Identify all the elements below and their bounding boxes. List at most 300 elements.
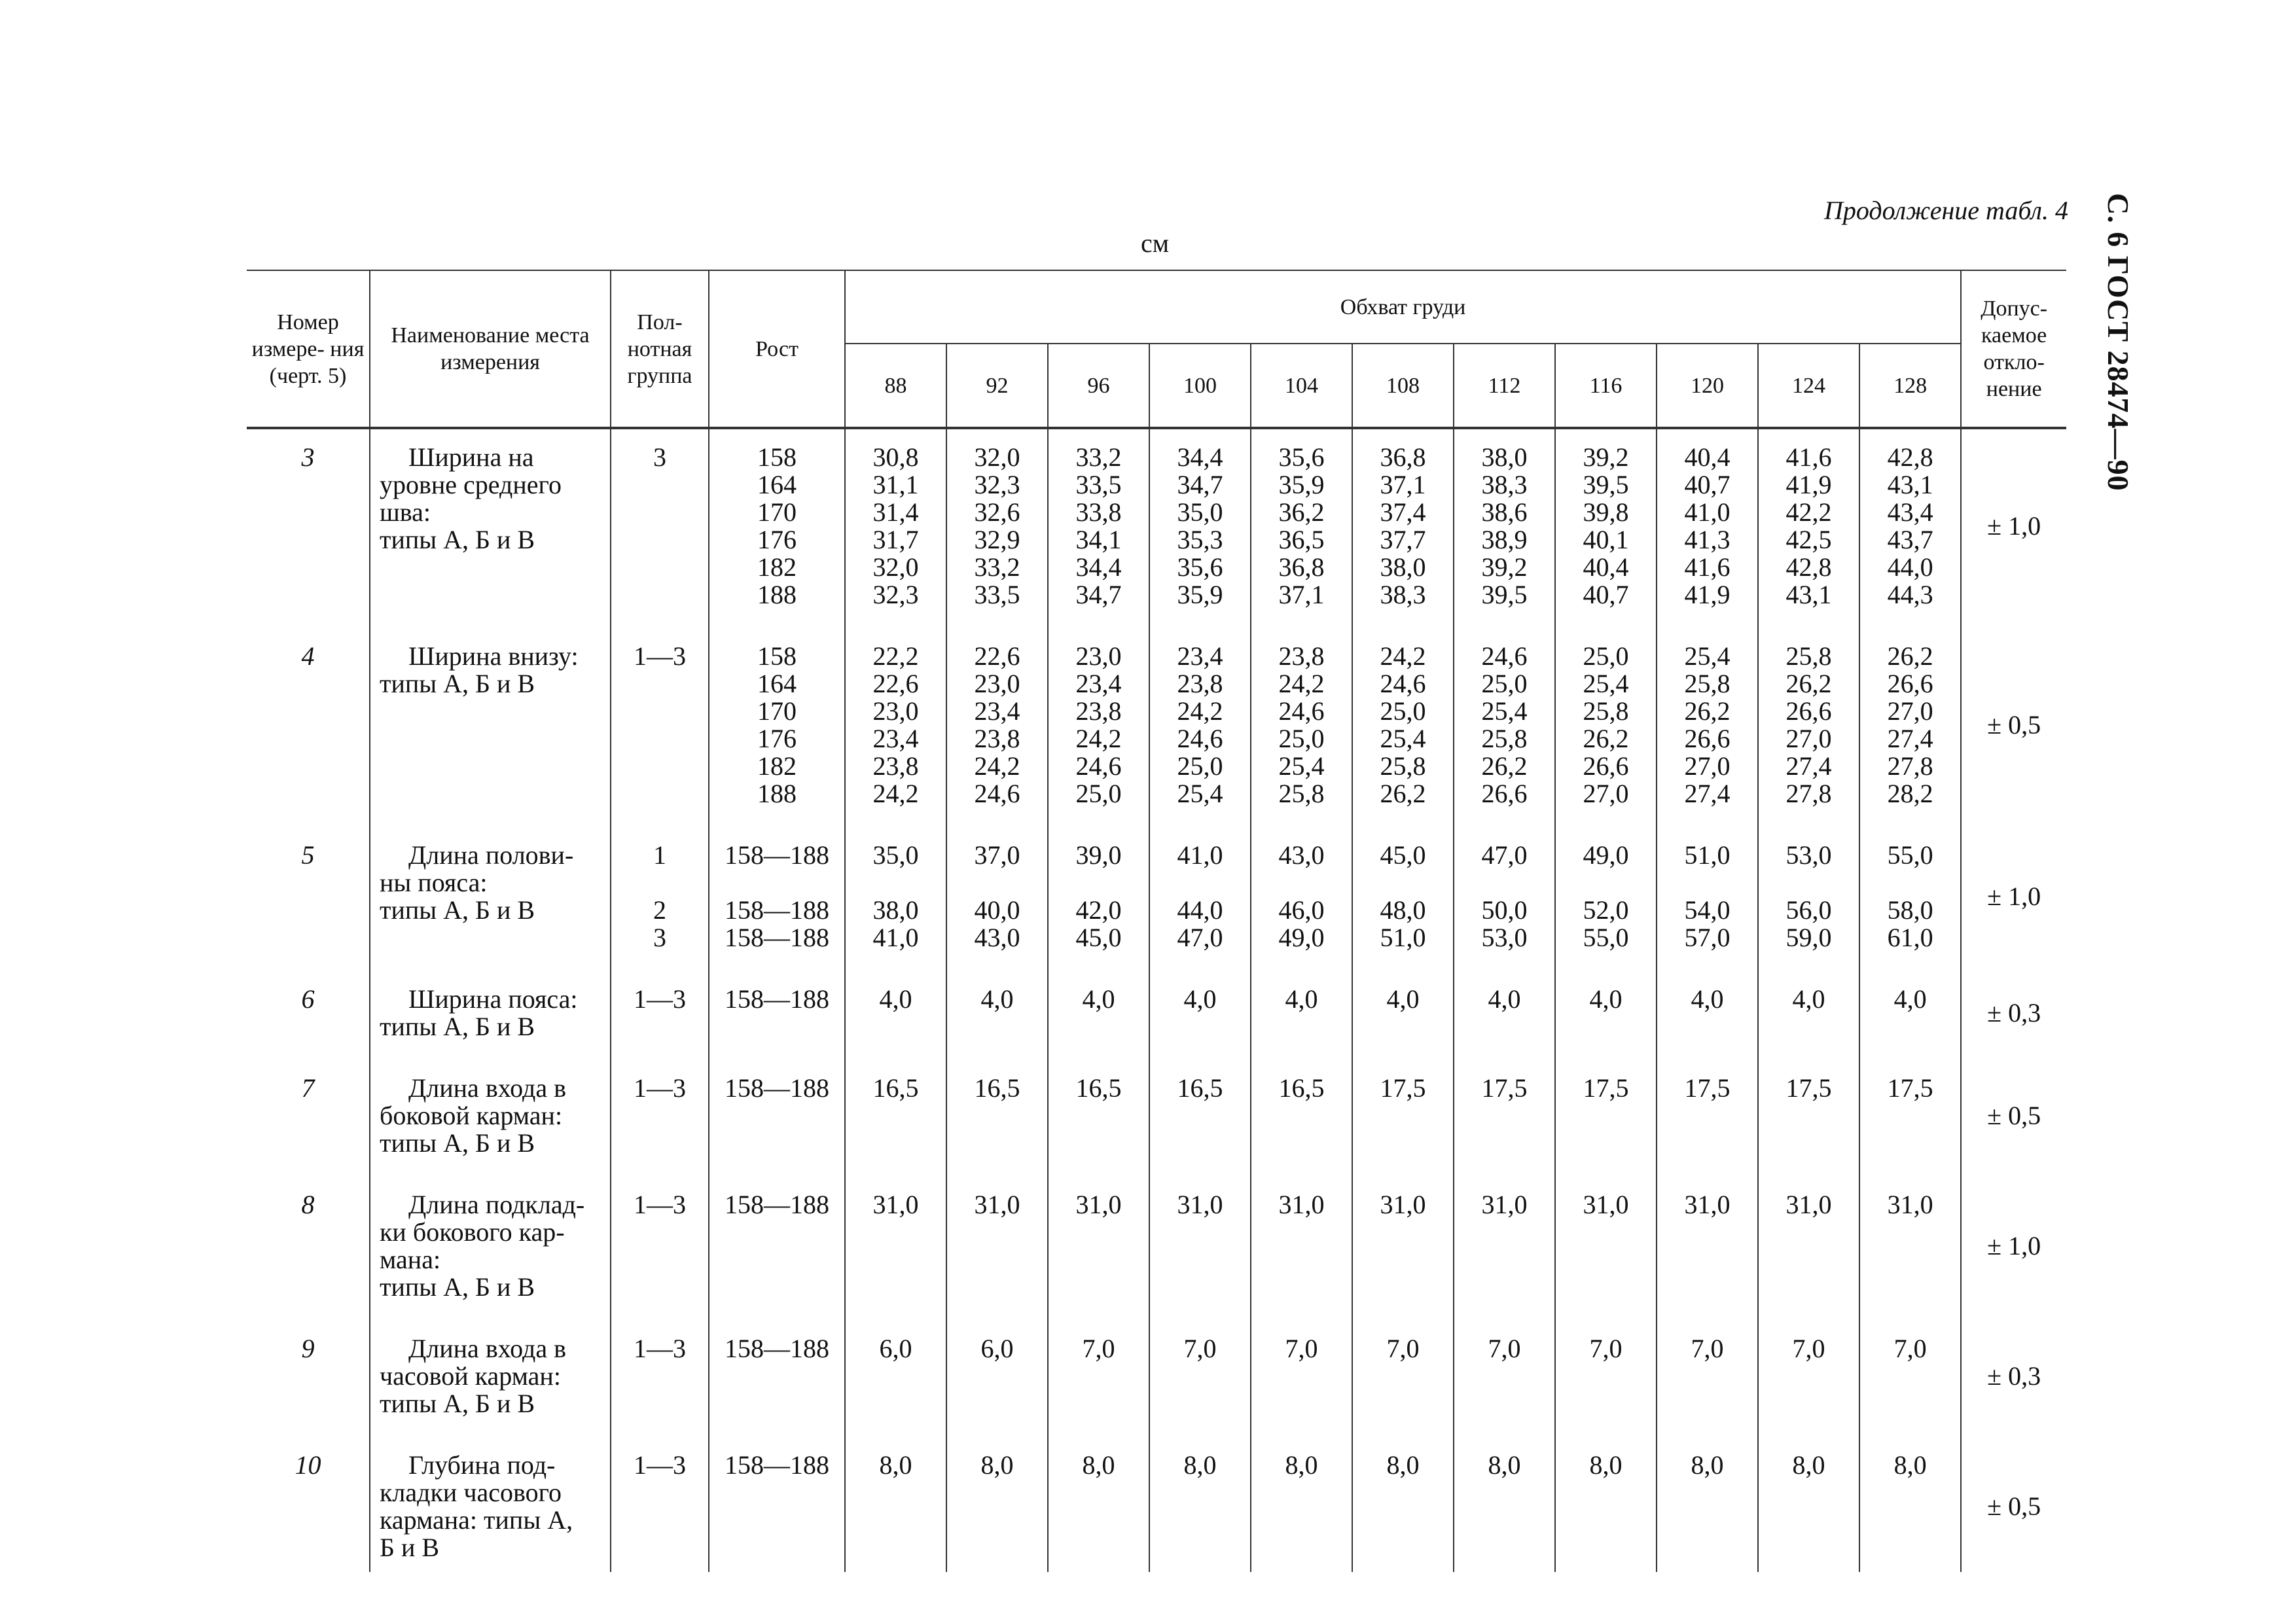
girth-value-cell bbox=[946, 619, 1048, 818]
cell-line: 158—188 bbox=[725, 895, 829, 925]
cell-line: 31,0 bbox=[1075, 1190, 1122, 1219]
girth-value-cell bbox=[1859, 1311, 1961, 1428]
cell-line: 31,4 bbox=[872, 497, 919, 527]
cell-line: 1 bbox=[653, 840, 666, 870]
girth-value-cell bbox=[1251, 1311, 1352, 1428]
cell-line: 24,2 bbox=[1075, 724, 1122, 753]
cell-line: 31,0 bbox=[872, 1190, 919, 1219]
girth-value-cell bbox=[1251, 962, 1352, 1051]
girth-value-cell bbox=[1454, 1311, 1555, 1428]
tolerance: ± 1,0 bbox=[1961, 818, 2066, 962]
girth-value-cell bbox=[1657, 1311, 1758, 1428]
cell-line: 23,8 bbox=[1075, 696, 1122, 726]
measurement-place bbox=[370, 962, 611, 1051]
cell-line: 8,0 bbox=[980, 1450, 1014, 1480]
cell-line: 4,0 bbox=[1792, 984, 1825, 1014]
cell-line: 39,0 bbox=[1075, 840, 1122, 870]
girth-value-cell bbox=[1048, 1311, 1149, 1428]
header-chest-girth: Обхват груди bbox=[845, 270, 1961, 344]
cell-line: 170 bbox=[757, 497, 797, 527]
cell-line: 38,0 bbox=[1380, 552, 1426, 582]
cell-line: 8,0 bbox=[1386, 1450, 1420, 1480]
girth-value-cell bbox=[845, 428, 946, 619]
cell-line: 16,5 bbox=[1278, 1073, 1325, 1103]
tolerance: ± 0,5 bbox=[1961, 1051, 2066, 1168]
cell-line: 39,2 bbox=[1583, 442, 1629, 472]
girth-value-cell bbox=[1758, 1311, 1859, 1428]
table-row bbox=[247, 1051, 2066, 1168]
cell-line: 31,0 bbox=[1684, 1190, 1731, 1219]
cell-line: 32,6 bbox=[974, 497, 1020, 527]
cell-line: 27,0 bbox=[1887, 696, 1933, 726]
height bbox=[709, 818, 845, 962]
cell-line: 43,7 bbox=[1887, 525, 1933, 554]
spacer bbox=[1154, 869, 1246, 897]
cell-line: 25,8 bbox=[1583, 696, 1629, 726]
cell-line: 26,6 bbox=[1583, 751, 1629, 781]
tolerance: ± 1,0 bbox=[1961, 1168, 2066, 1311]
measurement-place-line: типы А, Б и В bbox=[380, 669, 535, 698]
measurement-place-line: типы А, Б и В bbox=[380, 1012, 535, 1041]
cell-line: 24,2 bbox=[1177, 696, 1223, 726]
cell-line: 34,1 bbox=[1075, 525, 1122, 554]
girth-value-cell bbox=[845, 1428, 946, 1572]
cell-line: 23,8 bbox=[1278, 641, 1325, 671]
cell-line: 17,5 bbox=[1380, 1073, 1426, 1103]
cell-line: 55,0 bbox=[1583, 923, 1629, 952]
cell-line: 27,4 bbox=[1684, 779, 1731, 808]
girth-value-cell bbox=[1352, 1168, 1454, 1311]
cell-line: 24,2 bbox=[1380, 641, 1426, 671]
cell-line: 40,7 bbox=[1583, 580, 1629, 609]
cell-line: 158—188 bbox=[725, 1190, 829, 1219]
girth-value-cell bbox=[845, 1168, 946, 1311]
cell-line: 43,1 bbox=[1785, 580, 1832, 609]
measurement-place-line: боковой карман: bbox=[380, 1101, 563, 1130]
measurement-place bbox=[370, 1051, 611, 1168]
measurement-place-line: типы А, Б и В bbox=[380, 1272, 535, 1302]
cell-line: 1—3 bbox=[634, 1190, 686, 1219]
measurement-place-line: Ширина внизу: bbox=[408, 641, 579, 671]
girth-value-cell bbox=[1454, 962, 1555, 1051]
cell-line: 39,2 bbox=[1481, 552, 1528, 582]
table-row bbox=[247, 1311, 2066, 1428]
cell-line: 26,6 bbox=[1481, 779, 1528, 808]
girth-value-cell bbox=[1555, 962, 1657, 1051]
unit-label: см bbox=[1141, 228, 1170, 258]
cell-line: 40,7 bbox=[1684, 470, 1731, 499]
girth-value-cell bbox=[1657, 1428, 1758, 1572]
cell-line: 42,0 bbox=[1075, 895, 1122, 925]
cell-line: 182 bbox=[757, 751, 797, 781]
measurement-number: 8 bbox=[301, 1190, 315, 1219]
girth-value-cell bbox=[1048, 1428, 1149, 1572]
girth-value-cell bbox=[1859, 1428, 1961, 1572]
cell-line: 43,1 bbox=[1887, 470, 1933, 499]
girth-value-cell bbox=[845, 818, 946, 962]
girth-value-cell bbox=[1555, 428, 1657, 619]
cell-line: 25,4 bbox=[1278, 751, 1325, 781]
measurement-place-line: типы А, Б и В bbox=[380, 525, 535, 554]
cell-line: 6,0 bbox=[879, 1334, 912, 1363]
girth-value-cell bbox=[946, 1428, 1048, 1572]
cell-line: 45,0 bbox=[1075, 923, 1122, 952]
cell-line: 4,0 bbox=[1183, 984, 1217, 1014]
cell-line: 170 bbox=[757, 696, 797, 726]
spacer bbox=[1458, 869, 1551, 897]
girth-value-cell bbox=[946, 1311, 1048, 1428]
cell-line: 27,8 bbox=[1887, 751, 1933, 781]
measurement-number: 9 bbox=[301, 1334, 315, 1363]
girth-value-cell bbox=[1555, 1311, 1657, 1428]
cell-line: 34,7 bbox=[1075, 580, 1122, 609]
cell-line: 24,6 bbox=[974, 779, 1020, 808]
cell-line: 164 bbox=[757, 669, 797, 698]
cell-line: 42,8 bbox=[1887, 442, 1933, 472]
cell-line: 6,0 bbox=[980, 1334, 1014, 1363]
cell-line: 23,4 bbox=[872, 724, 919, 753]
cell-line: 8,0 bbox=[1792, 1450, 1825, 1480]
cell-line: 53,0 bbox=[1785, 840, 1832, 870]
cell-line: 16,5 bbox=[974, 1073, 1020, 1103]
cell-line: 26,6 bbox=[1684, 724, 1731, 753]
girth-value-cell bbox=[1454, 818, 1555, 962]
header-height: Рост bbox=[709, 270, 845, 428]
cell-line: 28,2 bbox=[1887, 779, 1933, 808]
cell-line: 49,0 bbox=[1278, 923, 1325, 952]
cell-line: 24,6 bbox=[1177, 724, 1223, 753]
girth-value-cell bbox=[1352, 1051, 1454, 1168]
girth-value-cell bbox=[1149, 818, 1251, 962]
cell-line: 7,0 bbox=[1082, 1334, 1115, 1363]
cell-line: 37,7 bbox=[1380, 525, 1426, 554]
cell-line: 40,4 bbox=[1583, 552, 1629, 582]
cell-line: 26,2 bbox=[1887, 641, 1933, 671]
height bbox=[709, 962, 845, 1051]
cell-line: 26,6 bbox=[1887, 669, 1933, 698]
girth-value-cell bbox=[1555, 1051, 1657, 1168]
cell-line: 41,6 bbox=[1684, 552, 1731, 582]
cell-line: 37,1 bbox=[1278, 580, 1325, 609]
cell-line: 32,3 bbox=[974, 470, 1020, 499]
girth-value-cell bbox=[845, 1311, 946, 1428]
cell-line: 31,0 bbox=[1177, 1190, 1223, 1219]
girth-value-cell bbox=[1149, 1428, 1251, 1572]
fullness-group bbox=[611, 962, 709, 1051]
fullness-group bbox=[611, 1428, 709, 1572]
cell-line: 32,3 bbox=[872, 580, 919, 609]
cell-line: 35,6 bbox=[1278, 442, 1325, 472]
measurement-place-line: Ширина пояса: bbox=[408, 984, 578, 1014]
girth-value-cell bbox=[1149, 1311, 1251, 1428]
cell-line: 4,0 bbox=[1893, 984, 1927, 1014]
cell-line: 4,0 bbox=[1082, 984, 1115, 1014]
header-girth-value: 88 bbox=[845, 344, 946, 428]
girth-value-cell bbox=[1555, 1428, 1657, 1572]
girth-value-cell bbox=[1758, 962, 1859, 1051]
measurement-number: 7 bbox=[301, 1073, 315, 1103]
cell-line: 44,3 bbox=[1887, 580, 1933, 609]
cell-line: 25,4 bbox=[1177, 779, 1223, 808]
fullness-group bbox=[611, 1311, 709, 1428]
girth-value-cell bbox=[946, 962, 1048, 1051]
cell-line: 16,5 bbox=[1177, 1073, 1223, 1103]
measurement-place-line: Б и В bbox=[380, 1533, 440, 1562]
girth-value-cell bbox=[1859, 428, 1961, 619]
girth-value-cell bbox=[1454, 428, 1555, 619]
cell-line: 158—188 bbox=[725, 1073, 829, 1103]
cell-line: 31,0 bbox=[1887, 1190, 1933, 1219]
header-girth-value: 92 bbox=[946, 344, 1048, 428]
cell-line: 16,5 bbox=[1075, 1073, 1122, 1103]
cell-line: 36,8 bbox=[1380, 442, 1426, 472]
table-row bbox=[247, 428, 2066, 619]
cell-line: 45,0 bbox=[1380, 840, 1426, 870]
cell-line: 30,8 bbox=[872, 442, 919, 472]
spacer bbox=[1864, 869, 1956, 897]
cell-line: 36,5 bbox=[1278, 525, 1325, 554]
girth-value-cell bbox=[845, 619, 946, 818]
measurement-place-line: Длина входа в bbox=[408, 1334, 567, 1363]
cell-line: 7,0 bbox=[1183, 1334, 1217, 1363]
cell-line: 17,5 bbox=[1684, 1073, 1731, 1103]
cell-line: 34,4 bbox=[1075, 552, 1122, 582]
measurement-place-line: уровне среднего bbox=[380, 470, 562, 499]
girth-value-cell bbox=[1657, 1168, 1758, 1311]
cell-line: 26,2 bbox=[1583, 724, 1629, 753]
girth-value-cell bbox=[1352, 962, 1454, 1051]
cell-line: 58,0 bbox=[1887, 895, 1933, 925]
cell-line: 35,0 bbox=[872, 840, 919, 870]
cell-line: 24,6 bbox=[1278, 696, 1325, 726]
girth-value-cell bbox=[946, 1168, 1048, 1311]
cell-line: 31,7 bbox=[872, 525, 919, 554]
cell-line: 17,5 bbox=[1481, 1073, 1528, 1103]
cell-line: 36,8 bbox=[1278, 552, 1325, 582]
girth-value-cell bbox=[1352, 1428, 1454, 1572]
cell-line: 1—3 bbox=[634, 1334, 686, 1363]
cell-line: 41,9 bbox=[1785, 470, 1832, 499]
cell-line: 8,0 bbox=[1183, 1450, 1217, 1480]
cell-line: 36,2 bbox=[1278, 497, 1325, 527]
measurement-number: 10 bbox=[295, 1450, 321, 1480]
cell-line: 164 bbox=[757, 470, 797, 499]
cell-line: 25,0 bbox=[1481, 669, 1528, 698]
girth-value-cell bbox=[946, 428, 1048, 619]
measurement-place-line: ки бокового кар- bbox=[380, 1217, 565, 1247]
cell-line: 25,0 bbox=[1380, 696, 1426, 726]
height bbox=[709, 1051, 845, 1168]
girth-value-cell bbox=[1758, 619, 1859, 818]
cell-line: 23,8 bbox=[1177, 669, 1223, 698]
cell-line: 158—188 bbox=[725, 840, 829, 870]
girth-value-cell bbox=[1859, 619, 1961, 818]
cell-line: 39,5 bbox=[1583, 470, 1629, 499]
cell-line: 40,0 bbox=[974, 895, 1020, 925]
cell-line: 38,6 bbox=[1481, 497, 1528, 527]
girth-value-cell bbox=[1048, 428, 1149, 619]
cell-line: 17,5 bbox=[1583, 1073, 1629, 1103]
measurement-place bbox=[370, 619, 611, 818]
cell-line: 52,0 bbox=[1583, 895, 1629, 925]
cell-line: 35,9 bbox=[1278, 470, 1325, 499]
cell-line: 43,0 bbox=[974, 923, 1020, 952]
cell-line: 31,0 bbox=[974, 1190, 1020, 1219]
girth-value-cell bbox=[1657, 962, 1758, 1051]
cell-line: 35,6 bbox=[1177, 552, 1223, 582]
cell-line: 1—3 bbox=[634, 1073, 686, 1103]
girth-value-cell bbox=[1454, 1428, 1555, 1572]
cell-line: 1—3 bbox=[634, 1450, 686, 1480]
cell-line: 27,8 bbox=[1785, 779, 1832, 808]
cell-line: 32,0 bbox=[974, 442, 1020, 472]
cell-line: 1—3 bbox=[634, 641, 686, 671]
cell-line: 41,0 bbox=[1177, 840, 1223, 870]
spacer bbox=[615, 869, 704, 897]
girth-value-cell bbox=[1048, 962, 1149, 1051]
spacer bbox=[951, 869, 1043, 897]
girth-value-cell bbox=[1758, 1428, 1859, 1572]
cell-line: 26,6 bbox=[1785, 696, 1832, 726]
cell-line: 7,0 bbox=[1893, 1334, 1927, 1363]
cell-line: 26,2 bbox=[1785, 669, 1832, 698]
header-girth-value: 108 bbox=[1352, 344, 1454, 428]
measurement-place-line: Ширина на bbox=[408, 442, 534, 472]
spacer bbox=[1763, 869, 1855, 897]
cell-line: 23,8 bbox=[872, 751, 919, 781]
cell-line: 34,7 bbox=[1177, 470, 1223, 499]
cell-line: 59,0 bbox=[1785, 923, 1832, 952]
cell-line: 23,4 bbox=[974, 696, 1020, 726]
cell-line: 26,2 bbox=[1380, 779, 1426, 808]
girth-value-cell bbox=[1555, 1168, 1657, 1311]
height bbox=[709, 1428, 845, 1572]
measurement-place-line: мана: bbox=[380, 1245, 441, 1274]
cell-line: 24,6 bbox=[1075, 751, 1122, 781]
girth-value-cell bbox=[1758, 1051, 1859, 1168]
cell-line: 47,0 bbox=[1481, 840, 1528, 870]
girth-value-cell bbox=[1657, 1051, 1758, 1168]
header-measurement-number: Номер измере- ния (черт. 5) bbox=[247, 270, 370, 428]
cell-line: 2 bbox=[653, 895, 666, 925]
cell-line: 4,0 bbox=[1285, 984, 1318, 1014]
cell-line: 43,4 bbox=[1887, 497, 1933, 527]
girth-value-cell bbox=[1859, 818, 1961, 962]
cell-line: 41,0 bbox=[872, 923, 919, 952]
girth-value-cell bbox=[1251, 1051, 1352, 1168]
cell-line: 35,3 bbox=[1177, 525, 1223, 554]
cell-line: 39,5 bbox=[1481, 580, 1528, 609]
cell-line: 25,8 bbox=[1380, 751, 1426, 781]
cell-line: 37,1 bbox=[1380, 470, 1426, 499]
measurements-table bbox=[247, 270, 2066, 1572]
measurement-number: 5 bbox=[301, 840, 315, 870]
cell-line: 8,0 bbox=[1082, 1450, 1115, 1480]
cell-line: 7,0 bbox=[1285, 1334, 1318, 1363]
cell-line: 182 bbox=[757, 552, 797, 582]
cell-line: 25,4 bbox=[1380, 724, 1426, 753]
cell-line: 25,4 bbox=[1684, 641, 1731, 671]
cell-line: 27,0 bbox=[1583, 779, 1629, 808]
cell-line: 26,2 bbox=[1481, 751, 1528, 781]
header-girth-value: 116 bbox=[1555, 344, 1657, 428]
cell-line: 7,0 bbox=[1792, 1334, 1825, 1363]
cell-line: 46,0 bbox=[1278, 895, 1325, 925]
cell-line: 32,9 bbox=[974, 525, 1020, 554]
measurement-place-line: типы А, Б и В bbox=[380, 1128, 535, 1158]
cell-line: 158 bbox=[757, 442, 797, 472]
girth-value-cell bbox=[1149, 428, 1251, 619]
cell-line: 41,9 bbox=[1684, 580, 1731, 609]
cell-line: 17,5 bbox=[1887, 1073, 1933, 1103]
spacer bbox=[713, 869, 840, 897]
measurement-place-line: типы А, Б и В bbox=[380, 895, 535, 925]
cell-line: 4,0 bbox=[1589, 984, 1623, 1014]
cell-line: 33,2 bbox=[974, 552, 1020, 582]
cell-line: 22,6 bbox=[872, 669, 919, 698]
cell-line: 27,4 bbox=[1785, 751, 1832, 781]
cell-line: 31,0 bbox=[1278, 1190, 1325, 1219]
girth-value-cell bbox=[1251, 1168, 1352, 1311]
cell-line: 51,0 bbox=[1380, 923, 1426, 952]
measurement-place bbox=[370, 1311, 611, 1428]
cell-line: 41,3 bbox=[1684, 525, 1731, 554]
girth-value-cell bbox=[1149, 1051, 1251, 1168]
cell-line: 38,0 bbox=[872, 895, 919, 925]
cell-line: 17,5 bbox=[1785, 1073, 1832, 1103]
cell-line: 22,2 bbox=[872, 641, 919, 671]
cell-line: 23,8 bbox=[974, 724, 1020, 753]
cell-line: 27,4 bbox=[1887, 724, 1933, 753]
height bbox=[709, 619, 845, 818]
girth-value-cell bbox=[1859, 962, 1961, 1051]
cell-line: 25,8 bbox=[1481, 724, 1528, 753]
header-fullness-group: Пол- нотная группа bbox=[611, 270, 709, 428]
cell-line: 42,2 bbox=[1785, 497, 1832, 527]
cell-line: 25,8 bbox=[1785, 641, 1832, 671]
cell-line: 39,8 bbox=[1583, 497, 1629, 527]
cell-line: 188 bbox=[757, 779, 797, 808]
spacer bbox=[1560, 869, 1652, 897]
cell-line: 33,8 bbox=[1075, 497, 1122, 527]
cell-line: 25,4 bbox=[1481, 696, 1528, 726]
girth-value-cell bbox=[1251, 428, 1352, 619]
table-row bbox=[247, 1168, 2066, 1311]
girth-value-cell bbox=[845, 1051, 946, 1168]
header-girth-value: 100 bbox=[1149, 344, 1251, 428]
cell-line: 8,0 bbox=[1589, 1450, 1623, 1480]
header-tolerance: Допус- каемое откло- нение bbox=[1961, 270, 2066, 428]
girth-value-cell bbox=[1251, 818, 1352, 962]
cell-line: 8,0 bbox=[1285, 1450, 1318, 1480]
girth-value-cell bbox=[1859, 1051, 1961, 1168]
cell-line: 38,3 bbox=[1380, 580, 1426, 609]
tolerance: ± 0,3 bbox=[1961, 1311, 2066, 1428]
cell-line: 32,0 bbox=[872, 552, 919, 582]
cell-line: 4,0 bbox=[1386, 984, 1420, 1014]
cell-line: 3 bbox=[653, 442, 666, 472]
cell-line: 41,0 bbox=[1684, 497, 1731, 527]
cell-line: 25,8 bbox=[1278, 779, 1325, 808]
cell-line: 25,0 bbox=[1075, 779, 1122, 808]
cell-line: 26,2 bbox=[1684, 696, 1731, 726]
spacer bbox=[1357, 869, 1449, 897]
fullness-group bbox=[611, 818, 709, 962]
cell-line: 16,5 bbox=[872, 1073, 919, 1103]
cell-line: 55,0 bbox=[1887, 840, 1933, 870]
cell-line: 38,3 bbox=[1481, 470, 1528, 499]
fullness-group bbox=[611, 1051, 709, 1168]
